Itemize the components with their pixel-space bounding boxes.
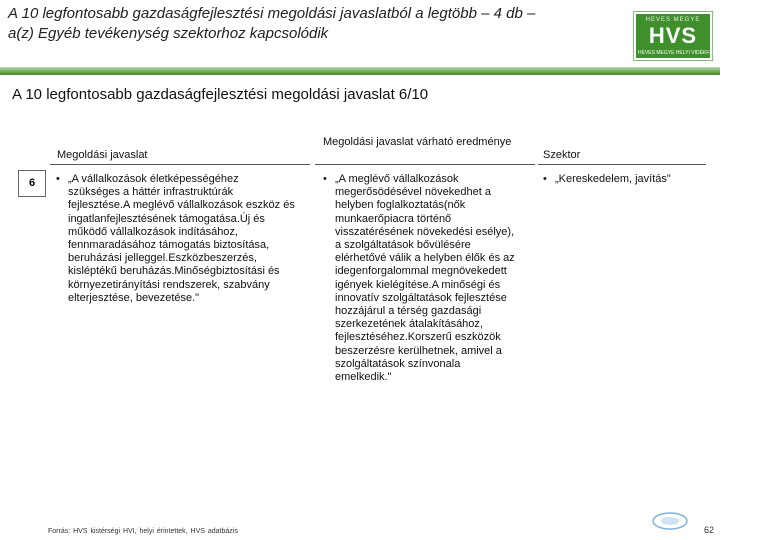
hvs-logo [634,12,770,60]
result-cell [323,173,538,384]
header-separator-bar [0,67,720,75]
bullet-icon: • [543,173,547,185]
result-text: „A meglévő vállalkozások megerősödésével növekedhet a helyben foglalkoztatás(nők munkaerőpiacra történő visszatérésének növekedési esélye), a szolgáltatások bővülésére elérhetővé válik a helyben élők és az idegenforgalommal megnövekedett igények kielégítése.A minőségi és innovatív szolgáltatások fejlesztése hozzájárul a térség gazdasági szerkezetének átalakításához, fejlesztéséhez.Korszerű eszközök beszerzésre kerülhetnek, amivel a szolgáltatások színvonala emelkedik." [335,173,515,384]
solution-cell [56,173,318,305]
solution-text: „A vállalkozások életképességéhez szükséges a háttér infrastruktúrák fejlesztése.A meglévő vállalkozások eszköz és ingatlanfejlesztésének támogatása.Új és működő vállalkozások indításához, fennmaradásához támogatás biztosítása, beruházási jelleggel.Eszközbeszerzés, kisléptékű beruházás.Minőségbiztosítási és környezetirányítási rendszerek, szabvány elterjesztése, bevezetése." [68,173,295,304]
row-number-badge: 6 [18,170,46,197]
bullet-icon: • [323,173,327,185]
header-divider-sector [538,164,706,165]
logo-top-text: HEVES MEGYE [645,17,701,23]
column-header-sector: Szektor [543,149,581,161]
sector-cell [543,173,713,186]
page-number: 62 [703,525,714,535]
logo-main-text: HVS [648,23,698,48]
logo-sub-text: HEVES MEGYE HELYI VIDÉKFEJLESZTÉSI STRATÉGIÁI [638,50,770,56]
column-header-solution: Megoldási javaslat [57,149,148,161]
page-subtitle: A 10 legfontosabb gazdaságfejlesztési megoldási javaslat 6/10 [12,86,429,103]
header-title-line1: A 10 legfontosabb gazdaságfejlesztési megoldási javaslatból a legtöbb – 4 db – [8,5,536,22]
column-header-result: Megoldási javaslat várható eredménye [323,136,512,148]
header-divider-solution [50,164,310,165]
source-footnote: Forrás: HVS kistérségi HVI, helyi érintettek, HVS adatbázis [48,528,238,535]
header-divider-result [315,164,535,165]
header-title-line2: a(z) Egyéb tevékenység szektorhoz kapcsolódik [8,25,329,42]
decorative-logo-icon [650,510,690,532]
header-title [8,4,608,44]
sector-text: „Kereskedelem, javítás" [555,173,671,185]
bullet-icon: • [56,173,60,185]
